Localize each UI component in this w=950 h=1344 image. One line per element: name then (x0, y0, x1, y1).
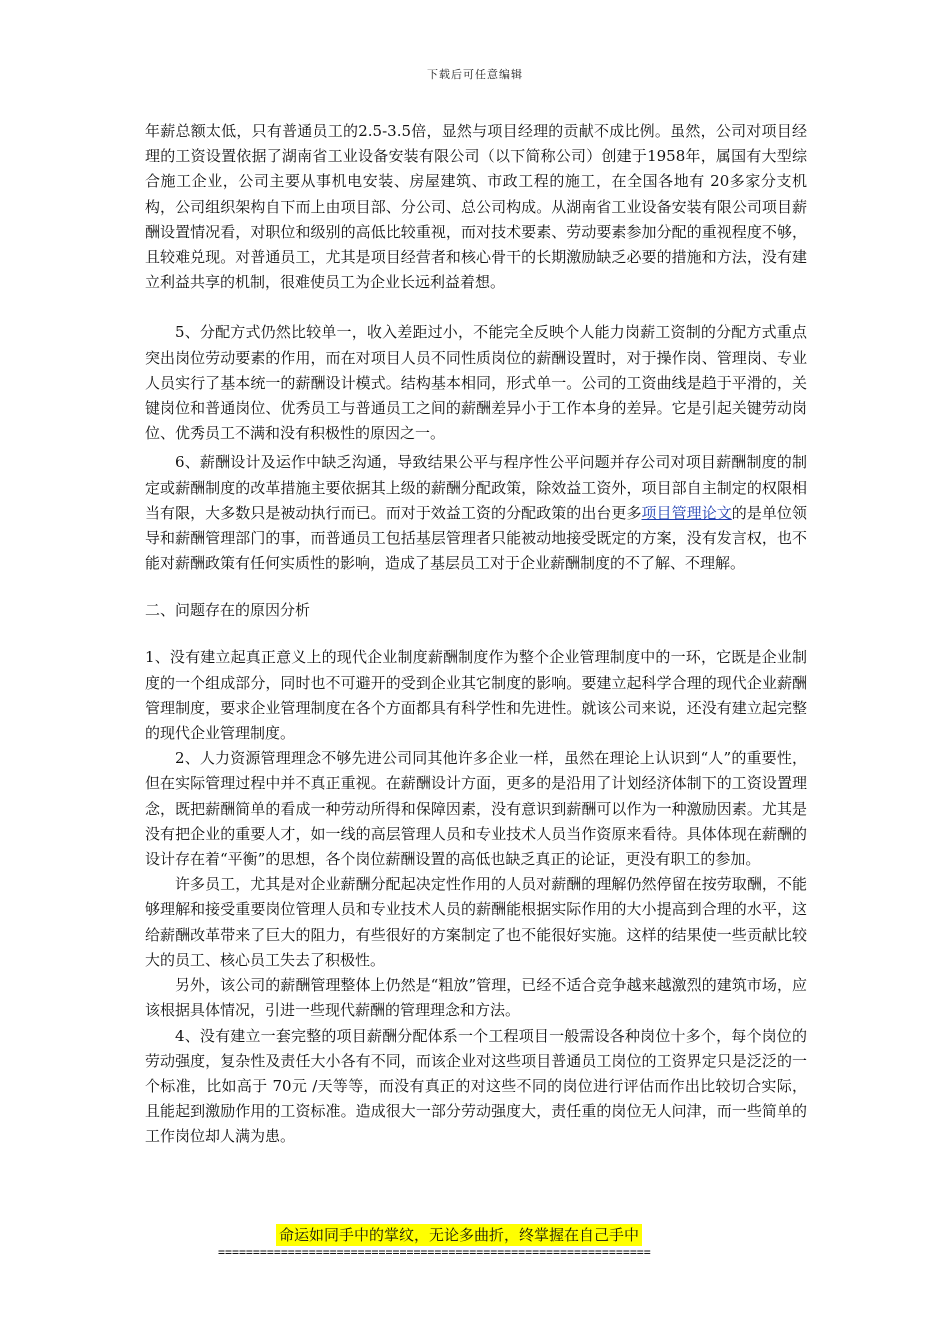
section-heading: 二、问题存在的原因分析 (145, 601, 311, 620)
paragraph-cause-2: 2、人力资源管理理念不够先进公司同其他许多企业一样，虽然在理论上认识到“人”的重要性，但在实际管理过程中并不真正重视。在薪酬设计方面，更多的是沿用了计划经济体制下的工资设置理念，既把薪酬简单的看成一种劳动所得和保障因素，没有意识到薪酬可以作为一种激励因素。尤其是没有把企业的重要人才，如一线的高层管理人员和专业技术人员当作资原来看待。具体体现在薪酬的设计存在着“平衡”的思想，各个岗位薪酬设置的高低也缺乏真正的论证，更没有职工的参加。 (145, 749, 807, 869)
document-body (145, 119, 807, 1150)
project-management-paper-link[interactable]: 项目管理论文 (641, 503, 732, 522)
paragraph-furthermore: 另外，该公司的薪酬管理整体上仍然是“粗放”管理，已经不适合竞争越来越激烈的建筑市场，应该根据具体情况，引进一些现代薪酬的管理理念和方法。 (145, 976, 807, 1020)
paragraph-point-6 (145, 450, 807, 576)
paragraph-point-6-text-b: 的是单位领导和薪酬管理部门的事，而普通员工包括基层管理者只能被动地接受既定的方案，没有发言权，也不能对薪酬政策有任何实质性的影响，造成了基层员工对于企业薪酬制度的不了解、不理解。 (145, 503, 807, 573)
paragraph-cause-1: 1、没有建立起真正意义上的现代企业制度薪酬制度作为整个企业管理制度中的一环，它既是企业制度的一个组成部分，同时也不可避开的受到企业其它制度的影响。要建立起科学合理的现代企业薪酬管理制度，要求企业管理制度在各个方面都具有科学性和先进性。就该公司来说，还没有建立起完整的现代企业管理制度。 (145, 648, 807, 743)
paragraph-cause-4: 4、没有建立一套完整的项目薪酬分配体系一个工程项目一般需设各种岗位十多个，每个岗位的劳动强度，复杂性及责任大小各有不同，而该企业对这些项目普通员工岗位的工资界定只是泛泛的一个标准，比如高于 70元 /天等等，而没有真正的对这些不同的岗位进行评估而作出比较切合实际，且能起到激励作用的工资标准。造成很大一部分劳动强度大，责任重的岗位无人问津，而一些简单的工作岗位却人满为患。 (145, 1026, 807, 1146)
paragraph-point-5: 5、分配方式仍然比较单一，收入差距过小，不能完全反映个人能力岗薪工资制的分配方式重点突出岗位劳动要素的作用，而在对项目人员不同性质岗位的薪酬设置时，对于操作岗、管理岗、专业人员实行了基本统一的薪酬设计模式。结构基本相同，形式单一。公司的工资曲线是趋于平滑的，关键岗位和普通岗位、优秀员工与普通员工之间的薪酬差异小于工作本身的差异。它是引起关键劳动岗位、优秀员工不满和没有积极性的原因之一。 (145, 323, 807, 443)
footer-divider: ============================================================== (218, 1245, 651, 1259)
paragraph-salary-summary: 年薪总额太低，只有普通员工的2.5-3.5倍，显然与项目经理的贡献不成比例。虽然，公司对项目经理的工资设置依据了湖南省工业设备安装有限公司（以下简称公司）创建于1958年，属国有大型综合施工企业，公司主要从事机电安装、房屋建筑、市政工程的施工，在全国各地有 20多家分支机构，公司组织架构自下而上由项目部、分公司、总公司构成。从湖南省工业设备安装有限公司项目薪酬设置情况看，对职位和级别的高低比较重视，而对技术要素、劳动要素参加分配的重视程度不够，且较难兑现。对普通员工，尤其是项目经营者和核心骨干的长期激励缺乏必要的措施和方法，没有建立利益共享的机制，很难使员工为企业长远利益着想。 (145, 122, 807, 292)
paragraph-many-employees: 许多员工，尤其是对企业薪酬分配起决定性作用的人员对薪酬的理解仍然停留在按劳取酬，不能够理解和接受重要岗位管理人员和专业技术人员的薪酬能根据实际作用的大小提高到合理的水平，这给薪酬改革带来了巨大的阻力，有些很好的方案制定了也不能很好实施。这样的结果使一些贡献比较大的员工、核心员工失去了积极性。 (145, 875, 807, 969)
page-header: 下载后可任意编辑 (427, 68, 523, 81)
footer-motto: 命运如同手中的掌纹，无论多曲折，终掌握在自己手中 (276, 1224, 642, 1246)
paragraph-point-6-text-a: 6、薪酬设计及运作中缺乏沟通，导致结果公平与程序性公平问题并存公司对项目薪酬制度的制定或薪酬制度的改革措施主要依据其上级的薪酬分配政策，除效益工资外，项目部自主制定的权限相当有限，大多数只是被动执行而已。而对于效益工资的分配政策的出台更多 (145, 453, 807, 522)
